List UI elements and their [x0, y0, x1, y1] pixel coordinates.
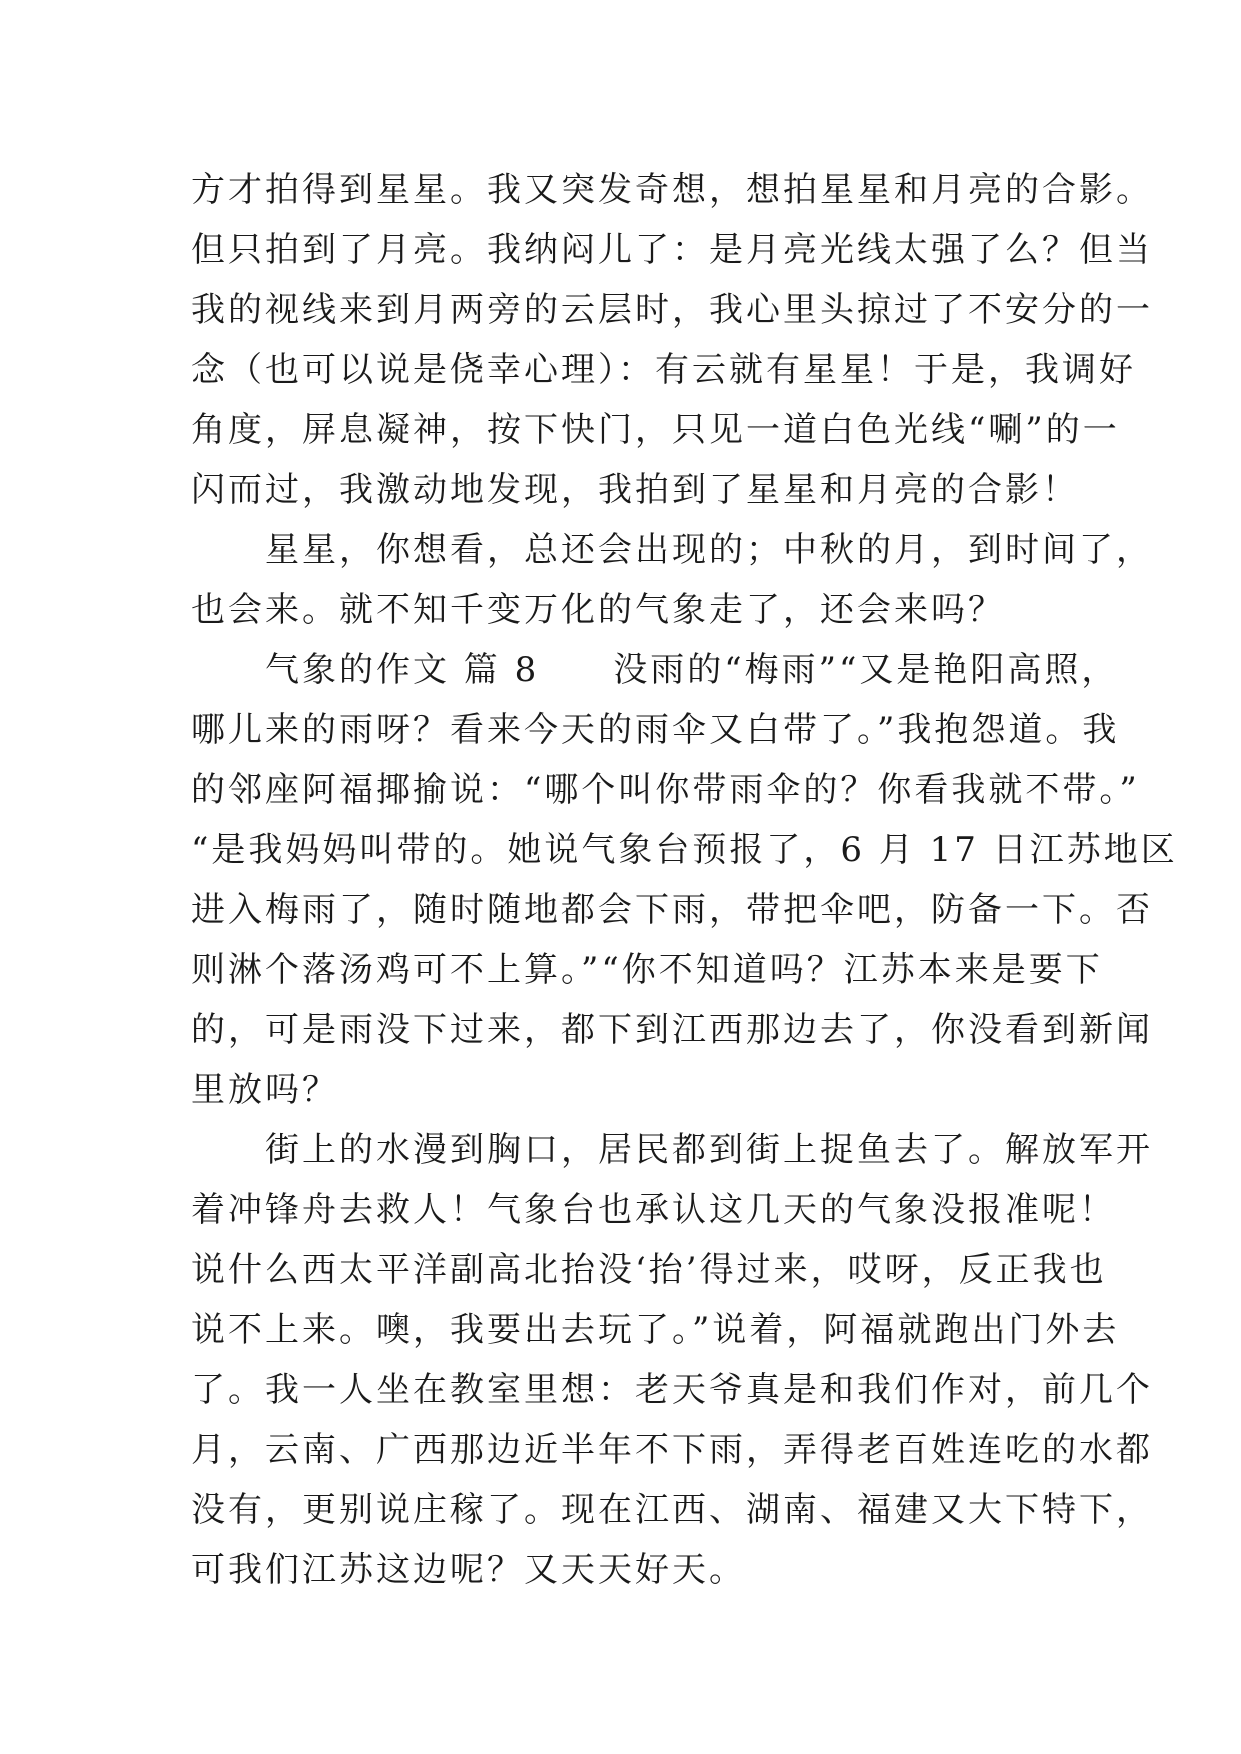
- text-line: 说什么西太平洋副高北抬没‘抬’得过来，哎呀，反正我也: [191, 1250, 1107, 1290]
- text-line: “是我妈妈叫带的。她说气象台预报了，6 月 17 日江苏地区: [191, 830, 1178, 870]
- text-line: 我的视线来到月两旁的云层时，我心里头掠过了不安分的一: [191, 290, 1153, 330]
- text-line: 念（也可以说是侥幸心理）：有云就有星星！于是，我调好: [191, 350, 1136, 390]
- text-line: 星星，你想看，总还会出现的；中秋的月，到时间了，: [191, 530, 1153, 570]
- text-line: 进入梅雨了，随时随地都会下雨，带把伞吧，防备一下。否: [191, 890, 1153, 930]
- text-line: 可我们江苏这边呢？又天天好天。: [191, 1550, 746, 1590]
- text-line: 的，可是雨没下过来，都下到江西那边去了，你没看到新闻: [191, 1010, 1153, 1050]
- text-line: 着冲锋舟去救人！气象台也承认这几天的气象没报准呢！: [191, 1190, 1116, 1230]
- text-line: 里放吗？: [191, 1070, 339, 1110]
- text-line: 月，云南、广西那边近半年不下雨，弄得老百姓连吃的水都: [191, 1430, 1153, 1470]
- text-line: 哪儿来的雨呀？看来今天的雨伞又白带了。”我抱怨道。我: [191, 710, 1120, 750]
- text-line: 气象的作文 篇 8 没雨的“梅雨”“又是艳阳高照，: [191, 650, 1119, 690]
- body-text: [191, 160, 1178, 1600]
- text-line: 闪而过，我激动地发现，我拍到了星星和月亮的合影！: [191, 470, 1079, 510]
- text-line: 说不上来。噢，我要出去玩了。”说着，阿福就跑出门外去: [191, 1310, 1120, 1350]
- text-line: 角度，屏息凝神，按下快门，只见一道白色光线“唰”的一: [191, 410, 1120, 450]
- text-line: 没有，更别说庄稼了。现在江西、湖南、福建又大下特下，: [191, 1490, 1153, 1530]
- text-line: 则淋个落汤鸡可不上算。”“你不知道吗？江苏本来是要下: [191, 950, 1103, 990]
- text-line: 的邻座阿福揶揄说：“哪个叫你带雨伞的？你看我就不带。”: [191, 770, 1140, 810]
- text-line: 但只拍到了月亮。我纳闷儿了：是月亮光线太强了么？但当: [191, 230, 1153, 270]
- text-line: 了。我一人坐在教室里想：老天爷真是和我们作对，前几个: [191, 1370, 1153, 1410]
- text-line: 也会来。就不知千变万化的气象走了，还会来吗？: [191, 590, 1005, 630]
- text-line: 街上的水漫到胸口，居民都到街上捉鱼去了。解放军开: [191, 1130, 1153, 1170]
- text-line: 方才拍得到星星。我又突发奇想，想拍星星和月亮的合影。: [191, 170, 1153, 210]
